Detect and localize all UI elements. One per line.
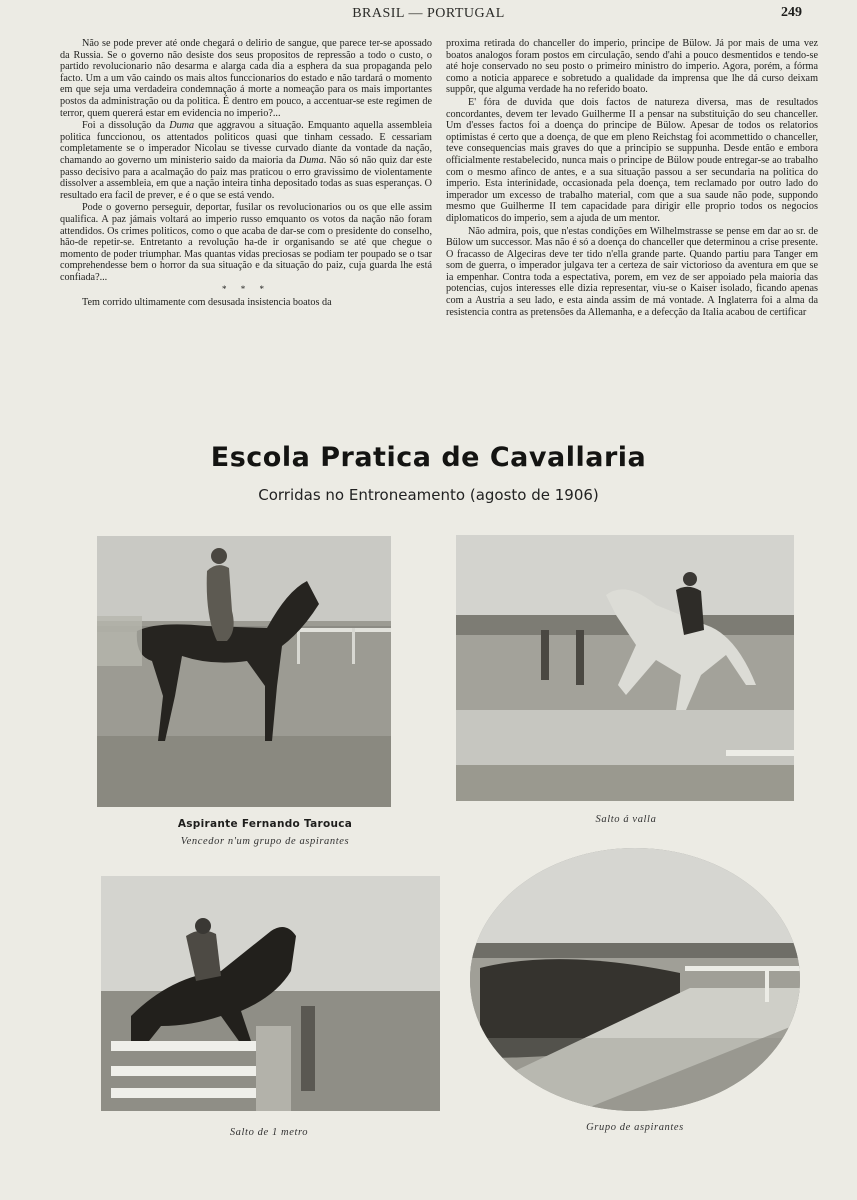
paragraph: E' fóra de duvida que dois factos de natureza diversa, mas de resultados concordantes, devem ter levado Guilherme II a pensar na substituição do seu chanceller. Um d'esses factos foi a doença do principe de Bülow. Apesar de todos os relatorios optimistas é certo que a doença, de que em pleno Reichstag foi acommettido o chanceller, teve consequencias mais graves do que a principio se suppunha. Desde então e embora officialmente restabelecido, nunca mais o principe de Bülow poude entregar-se ao trabalho com o mesmo afinco de antes, e a sua situação passou a ser secundaria na politica do imperio. Esta interinidade, occasionada pela doença, tem reclamado por outro lado do imperador um excesso de trabalho material, com que a sua saude não pode, suppondo mesmo que Guilherme II tem capacidade para dirigir elle proprio todos os negocios diplomaticos do imperio, sem a ajuda de um mentor.	[446, 96, 818, 224]
photo-caption: Salto á valla	[595, 814, 657, 825]
feature-title: Escola Pratica de Cavallaria	[210, 442, 647, 473]
paragraph	[60, 120, 432, 201]
photo-ditch-jump	[456, 535, 794, 801]
text-run: que aggravou a situação. Emquanto aquella assembleia politica funccionou, os attentados politicos quasi que tinham cessado. E cessariam completamente se o imperador Nicolau se tivesse curvado diante da vontade da nação, chamando ao governo um ministerio saido da maioria da	[60, 120, 432, 166]
duma-term: Duma	[169, 120, 195, 132]
paragraph: proxima retirada do chanceller do imperio, principe de Bülow. Já por mais de uma vez boatos analogos foram postos em circulação, sendo d'ahi a pouco desmentidos e tendo-se até hoje conservado no seu posto o primeiro ministro do imperio. Agora, porém, a fórma como a noticia apparece e sobretudo a qualidade da imprensa que lhe dá curso deixam suppôr, que alguma verdade ha no referido boato.	[446, 38, 818, 96]
text-run: . Não só não quiz dar este passo decisivo para a acalmação do paiz mas praticou o erro gravissimo de violentamente dissolver a assembleia, em que a nação inteira tinha depositado todas as suas esperanças. O resultado era facil de prever, e é o que se está vendo.	[60, 154, 432, 201]
paragraph: Tem corrido ultimamente com desusada insistencia boatos da	[82, 297, 332, 309]
page-header	[0, 4, 857, 24]
article-column-left	[60, 38, 432, 418]
running-head: BRASIL — PORTUGAL	[352, 6, 505, 21]
photo-caption: Aspirante Fernando Tarouca	[177, 818, 353, 830]
duma-term: Duma	[298, 154, 324, 166]
paragraph: Não admira, pois, que n'estas condições em Wilhelmstrasse se pense em dar ao sr. de Bülow um successor. Mas não é só a doença do chanceller que determinou a crise presente. O fracasso de Algeciras deve ter tido n'ella grande parte. Quando partiu para Tanger em som de guerra, o imperador julgava ter a certeza de sair victorioso da aventura em que se ia empenhar. Contra toda a espectativa, porem, em vez de ser appoiado pela maioria das potencias, cujos interesses elle dizia representar, viu-se o Kaiser isolado, ficando apenas com a Austria a seu lado, e esta ainda assim de má vontade. A Inglaterra foi a alma da resistencia contra as pretensões da Allemanha, e a defecção da Italia acabou de certificar	[446, 225, 818, 318]
photo-rider-standing	[97, 536, 391, 807]
paragraph: Não se pode prever até onde chegará o delirio de sangue, que parece ter-se apossado da Russia. Se o governo não desiste dos seus propositos de repressão a todo o custo, o partido revolucionario não desarma e alarga cada dia a esphera da sua propaganda pelo facto. Um a um vão caindo os mais altos funccionarios do estado e não tardará o momento em que seja uma verdadeira condemnação á morte a nomeação para os mais importantes postos da administração ou da politica. É dentro em pouco, a accentuar-se este regimen de terror, quem quererá estar em evidencia no imperio?...	[60, 38, 432, 119]
section-divider-stars: * * *	[222, 284, 270, 295]
photo-subcaption: Vencedor n'um grupo de aspirantes	[180, 836, 350, 847]
article-column-right	[446, 38, 818, 408]
text-run: Foi a dissolução da	[82, 120, 170, 132]
photo-riders-group	[470, 848, 800, 1111]
photo-gate-jump	[101, 876, 440, 1111]
page-number: 249	[781, 5, 802, 20]
photo-caption: Salto de 1 metro	[229, 1127, 309, 1138]
photo-caption: Grupo de aspirantes	[586, 1122, 684, 1133]
paragraph: Pode o governo perseguir, deportar, fusilar os revolucionarios ou os que elle assim qualifica. A paz jámais voltará ao imperio russo emquanto os votos da nação não foram attendidos. Os crimes politicos, como o que acaba de dar-se com o presidente do conselho, hão-de repetir-se. Entretanto a revolução ha-de ir organisando se até que chegue o momento de poder triumphar. Mas quantas vidas preciosas se podiam ter poupado se o tsar comprehendesse bem o horror da sua situação e da situação do paiz, cuja guarda lhe está confiada?...	[60, 202, 432, 283]
feature-subtitle: Corridas no Entroneamento (agosto de 1906)	[258, 486, 599, 504]
